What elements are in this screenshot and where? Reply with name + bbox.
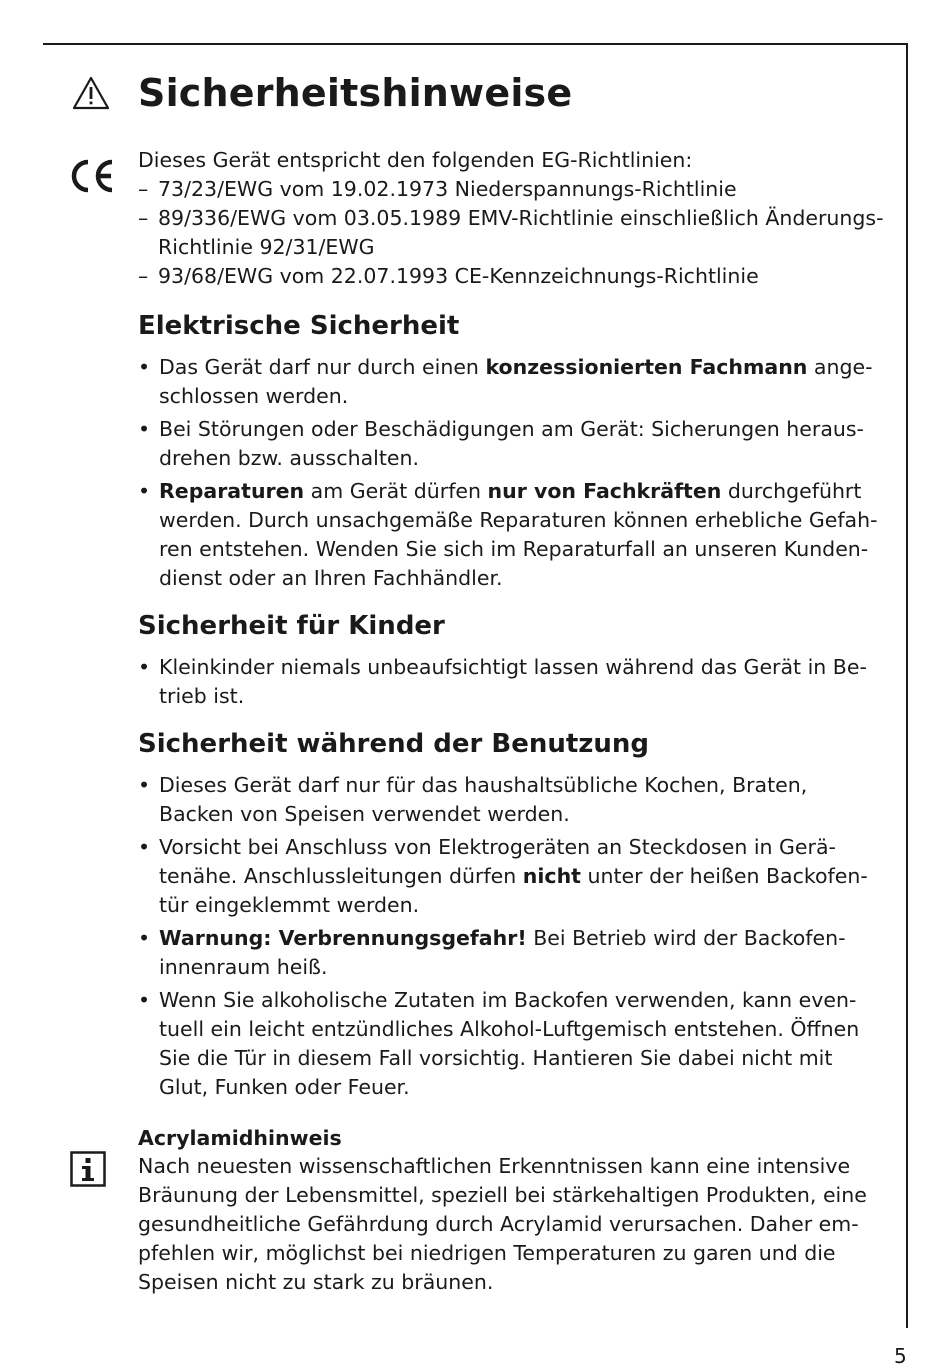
section-heading: Sicherheit während der Benutzung [138,729,650,759]
directive-item: – 93/68/EWG vom 22.07.1993 CE-Kennzeichnungs-Richtlinie [138,264,759,288]
list-item: • Das Gerät darf nur durch einen konzessionierten Fachmann ange-schlossen werden. [138,355,873,408]
note-heading: Acrylamidhinweis [138,1126,342,1150]
list-item: • Wenn Sie alkoholische Zutaten im Backofen verwenden, kann even-tuell ein leicht entzündliches Alkohol-Luftgemisch entstehen. Öffnen Sie die Tür in diesem Fall vorsichtig. Hantieren Sie dabei nicht mit Glut, Funken oder Feuer. [138,988,860,1099]
section-heading: Sicherheit für Kinder [138,611,445,641]
directive-list [138,175,888,291]
child-safety-section [138,607,888,711]
directive-item: – 89/336/EWG vom 03.05.1989 EMV-Richtlinie einschließlich Änderungs-Richtlinie 92/31/EWG [138,206,884,259]
warning-triangle-icon [72,76,110,110]
ce-mark-icon [68,158,116,194]
top-rule [43,43,908,45]
directive-item: – 73/23/EWG vom 19.02.1973 Niederspannungs-Richtlinie [138,177,737,201]
section-heading: Elektrische Sicherheit [138,311,460,341]
info-icon [70,1151,106,1187]
page-title: Sicherheitshinweise [138,71,573,115]
usage-safety-section [138,725,888,1102]
bullet-list [138,653,888,711]
page-number: 5 [894,1344,907,1368]
list-item: • Reparaturen am Gerät dürfen nur von Fachkräften durchgeführt werden. Durch unsachgemäße Reparaturen können erhebliche Gefah-ren entstehen. Wenden Sie sich im Reparaturfall an unseren Kunden-dienst oder an Ihren Fachhändler. [138,479,878,590]
ce-intro: Dieses Gerät entspricht den folgenden EG-Richtlinien: [138,148,693,172]
list-item: • Warnung: Verbrennungsgefahr! Bei Betrieb wird der Backofen-innenraum heiß. [138,926,846,979]
list-item: • Vorsicht bei Anschluss von Elektrogeräten an Steckdosen in Gerä-tenähe. Anschlussleitungen dürfen nicht unter der heißen Backofen-tür eingeklemmt werden. [138,835,868,917]
acrylamide-note [138,1124,888,1297]
electrical-safety-section [138,307,888,593]
list-item: • Bei Störungen oder Beschädigungen am Gerät: Sicherungen heraus-drehen bzw. ausschalten. [138,417,864,470]
note-text: Nach neuesten wissenschaftlichen Erkenntnissen kann eine intensive Bräunung der Lebensmittel, speziell bei stärkehaltigen Produkten, eine gesundheitliche Gefährdung durch Acrylamid verursachen. Daher em-pfehlen wir, möglichst bei niedrigen Temperaturen zu garen und die Speisen nicht zu stark zu bräunen. [138,1154,867,1294]
bullet-list [138,771,888,1102]
content [138,66,888,1297]
bullet-list [138,353,888,593]
list-item: • Dieses Gerät darf nur für das haushaltsübliche Kochen, Braten, Backen von Speisen verwendet werden. [138,773,808,826]
ce-section [138,146,888,291]
right-rule [906,43,908,1328]
list-item: • Kleinkinder niemals unbeaufsichtigt lassen während das Gerät in Be-trieb ist. [138,655,867,708]
